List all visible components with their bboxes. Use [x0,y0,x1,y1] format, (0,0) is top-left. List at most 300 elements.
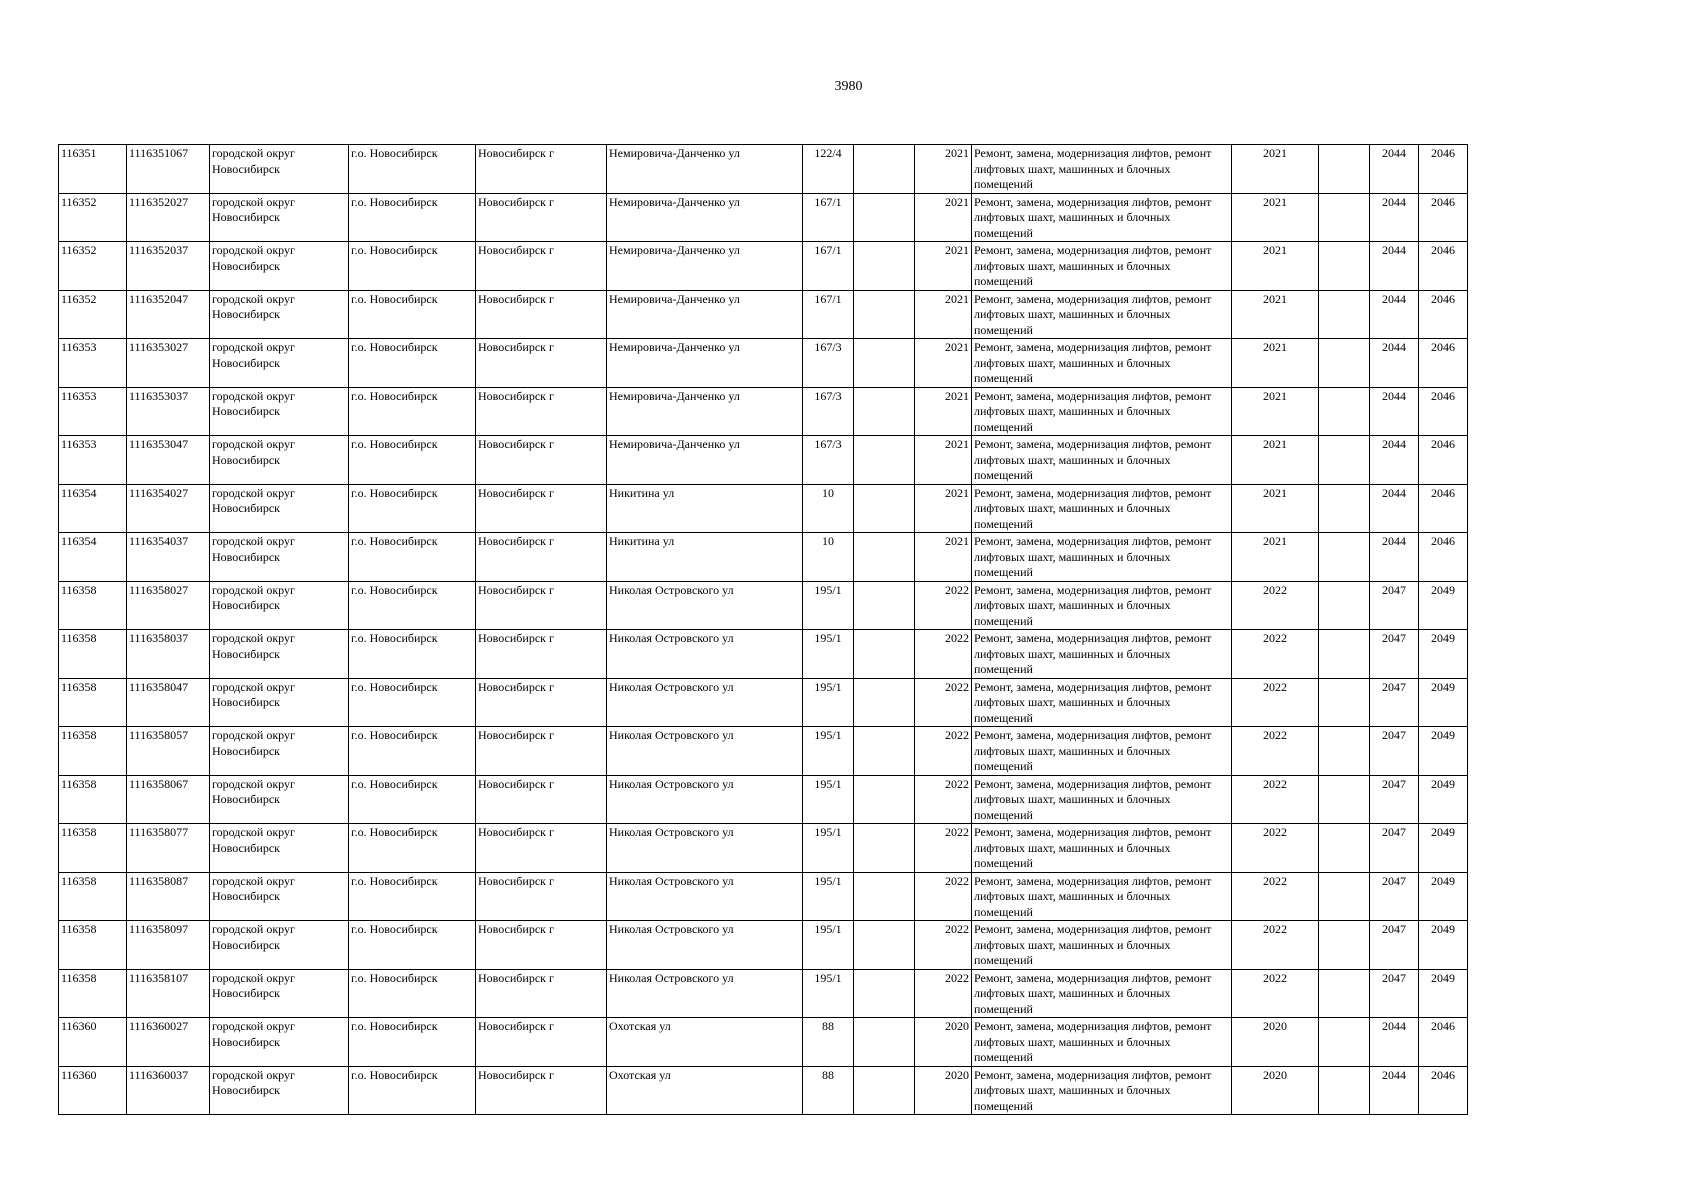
cell-year-end: 2049 [1419,630,1468,679]
cell-id: 116353 [59,436,127,485]
cell-plan-year: 2021 [1232,242,1319,291]
cell-district: городской округ Новосибирск [210,1018,349,1067]
table-row [59,387,1468,436]
cell-street: Никитина ул [607,533,803,582]
cell-plan-year: 2020 [1232,1066,1319,1115]
cell-year-start: 2044 [1370,339,1419,388]
cell-year-start: 2047 [1370,678,1419,727]
cell-city: Новосибирск г [476,1066,607,1115]
cell-municipality: г.о. Новосибирск [349,727,476,776]
cell-code: 1116358087 [127,872,210,921]
cell-code: 1116358097 [127,921,210,970]
cell-street: Немировича-Данченко ул [607,193,803,242]
cell-year-built: 2021 [915,436,972,485]
cell-code: 1116358047 [127,678,210,727]
cell-work-type: Ремонт, замена, модернизация лифтов, ремонт лифтовых шахт, машинных и блочных помещений [972,1018,1232,1067]
cell-district: городской округ Новосибирск [210,630,349,679]
cell-street: Николая Островского ул [607,775,803,824]
cell-building [854,145,915,194]
cell-street: Николая Островского ул [607,969,803,1018]
cell-district: городской округ Новосибирск [210,727,349,776]
cell-code: 1116353027 [127,339,210,388]
cell-year-end: 2049 [1419,678,1468,727]
cell-building [854,775,915,824]
table-row [59,727,1468,776]
cell-city: Новосибирск г [476,630,607,679]
cell-municipality: г.о. Новосибирск [349,339,476,388]
cell-house: 195/1 [803,678,854,727]
cell-street: Николая Островского ул [607,824,803,873]
cell-municipality: г.о. Новосибирск [349,436,476,485]
cell-year-end: 2049 [1419,824,1468,873]
cell-district: городской округ Новосибирск [210,921,349,970]
cell-building [854,533,915,582]
cell-id: 116351 [59,145,127,194]
cell-id: 116358 [59,969,127,1018]
table-row [59,775,1468,824]
cell-house: 195/1 [803,921,854,970]
cell-street: Николая Островского ул [607,727,803,776]
cell-building [854,872,915,921]
cell-year-end: 2046 [1419,1018,1468,1067]
cell-extra [1319,533,1370,582]
cell-extra [1319,290,1370,339]
cell-street: Немировича-Данченко ул [607,145,803,194]
cell-year-start: 2047 [1370,630,1419,679]
cell-house: 195/1 [803,630,854,679]
cell-house: 167/3 [803,339,854,388]
cell-house: 195/1 [803,969,854,1018]
cell-code: 1116352047 [127,290,210,339]
cell-year-built: 2022 [915,678,972,727]
cell-plan-year: 2022 [1232,775,1319,824]
cell-extra [1319,678,1370,727]
cell-work-type: Ремонт, замена, модернизация лифтов, ремонт лифтовых шахт, машинных и блочных помещений [972,775,1232,824]
cell-year-end: 2046 [1419,290,1468,339]
cell-work-type: Ремонт, замена, модернизация лифтов, ремонт лифтовых шахт, машинных и блочных помещений [972,193,1232,242]
cell-city: Новосибирск г [476,193,607,242]
cell-street: Немировича-Данченко ул [607,242,803,291]
cell-plan-year: 2020 [1232,1018,1319,1067]
cell-work-type: Ремонт, замена, модернизация лифтов, ремонт лифтовых шахт, машинных и блочных помещений [972,484,1232,533]
cell-building [854,484,915,533]
cell-municipality: г.о. Новосибирск [349,1018,476,1067]
cell-building [854,581,915,630]
cell-district: городской округ Новосибирск [210,436,349,485]
cell-house: 88 [803,1018,854,1067]
cell-year-start: 2047 [1370,775,1419,824]
cell-plan-year: 2021 [1232,387,1319,436]
cell-plan-year: 2022 [1232,678,1319,727]
cell-year-built: 2021 [915,484,972,533]
cell-year-built: 2021 [915,193,972,242]
cell-house: 167/1 [803,290,854,339]
cell-street: Немировича-Данченко ул [607,290,803,339]
cell-year-start: 2044 [1370,1018,1419,1067]
table-row [59,436,1468,485]
cell-street: Николая Островского ул [607,581,803,630]
cell-year-start: 2047 [1370,581,1419,630]
table-row [59,145,1468,194]
cell-municipality: г.о. Новосибирск [349,290,476,339]
cell-year-end: 2049 [1419,727,1468,776]
cell-plan-year: 2022 [1232,872,1319,921]
table-row [59,921,1468,970]
cell-work-type: Ремонт, замена, модернизация лифтов, ремонт лифтовых шахт, машинных и блочных помещений [972,678,1232,727]
cell-code: 1116360027 [127,1018,210,1067]
cell-code: 1116354037 [127,533,210,582]
cell-house: 195/1 [803,872,854,921]
cell-id: 116358 [59,872,127,921]
cell-plan-year: 2021 [1232,484,1319,533]
cell-municipality: г.о. Новосибирск [349,1066,476,1115]
cell-extra [1319,193,1370,242]
cell-district: городской округ Новосибирск [210,339,349,388]
cell-city: Новосибирск г [476,290,607,339]
cell-city: Новосибирск г [476,969,607,1018]
cell-extra [1319,969,1370,1018]
cell-plan-year: 2021 [1232,436,1319,485]
cell-extra [1319,387,1370,436]
cell-year-end: 2046 [1419,387,1468,436]
cell-city: Новосибирск г [476,727,607,776]
cell-city: Новосибирск г [476,533,607,582]
cell-plan-year: 2021 [1232,290,1319,339]
cell-extra [1319,436,1370,485]
cell-year-end: 2046 [1419,484,1468,533]
cell-year-built: 2022 [915,824,972,873]
registry-table [58,144,1468,1115]
cell-id: 116352 [59,242,127,291]
cell-work-type: Ремонт, замена, модернизация лифтов, ремонт лифтовых шахт, машинных и блочных помещений [972,339,1232,388]
cell-work-type: Ремонт, замена, модернизация лифтов, ремонт лифтовых шахт, машинных и блочных помещений [972,969,1232,1018]
cell-extra [1319,1066,1370,1115]
cell-id: 116358 [59,727,127,776]
table-row [59,581,1468,630]
cell-street: Немировича-Данченко ул [607,436,803,485]
cell-house: 195/1 [803,775,854,824]
cell-id: 116358 [59,775,127,824]
cell-year-built: 2022 [915,969,972,1018]
cell-street: Охотская ул [607,1018,803,1067]
cell-house: 195/1 [803,581,854,630]
cell-city: Новосибирск г [476,387,607,436]
cell-street: Николая Островского ул [607,921,803,970]
cell-work-type: Ремонт, замена, модернизация лифтов, ремонт лифтовых шахт, машинных и блочных помещений [972,630,1232,679]
cell-year-start: 2044 [1370,145,1419,194]
cell-city: Новосибирск г [476,775,607,824]
cell-year-start: 2044 [1370,533,1419,582]
cell-id: 116358 [59,921,127,970]
cell-year-built: 2022 [915,727,972,776]
cell-year-start: 2044 [1370,290,1419,339]
cell-extra [1319,484,1370,533]
cell-year-start: 2047 [1370,727,1419,776]
cell-city: Новосибирск г [476,678,607,727]
cell-plan-year: 2022 [1232,630,1319,679]
cell-code: 1116354027 [127,484,210,533]
cell-municipality: г.о. Новосибирск [349,533,476,582]
cell-municipality: г.о. Новосибирск [349,193,476,242]
cell-year-start: 2047 [1370,969,1419,1018]
cell-code: 1116358067 [127,775,210,824]
cell-extra [1319,630,1370,679]
cell-code: 1116352037 [127,242,210,291]
cell-year-start: 2044 [1370,1066,1419,1115]
cell-work-type: Ремонт, замена, модернизация лифтов, ремонт лифтовых шахт, машинных и блочных помещений [972,145,1232,194]
cell-plan-year: 2021 [1232,193,1319,242]
cell-year-start: 2044 [1370,387,1419,436]
cell-year-end: 2046 [1419,193,1468,242]
cell-year-start: 2044 [1370,242,1419,291]
cell-municipality: г.о. Новосибирск [349,145,476,194]
cell-year-built: 2021 [915,339,972,388]
cell-city: Новосибирск г [476,581,607,630]
table-row [59,824,1468,873]
cell-district: городской округ Новосибирск [210,145,349,194]
cell-code: 1116352027 [127,193,210,242]
cell-district: городской округ Новосибирск [210,533,349,582]
cell-extra [1319,1018,1370,1067]
cell-work-type: Ремонт, замена, модернизация лифтов, ремонт лифтовых шахт, машинных и блочных помещений [972,727,1232,776]
cell-house: 167/1 [803,193,854,242]
cell-house: 195/1 [803,824,854,873]
cell-year-end: 2049 [1419,969,1468,1018]
cell-work-type: Ремонт, замена, модернизация лифтов, ремонт лифтовых шахт, машинных и блочных помещений [972,387,1232,436]
table-row [59,339,1468,388]
cell-street: Николая Островского ул [607,630,803,679]
cell-year-end: 2046 [1419,242,1468,291]
cell-district: городской округ Новосибирск [210,969,349,1018]
cell-work-type: Ремонт, замена, модернизация лифтов, ремонт лифтовых шахт, машинных и блочных помещений [972,290,1232,339]
cell-year-built: 2022 [915,630,972,679]
cell-plan-year: 2022 [1232,727,1319,776]
cell-municipality: г.о. Новосибирск [349,678,476,727]
cell-city: Новосибирск г [476,484,607,533]
cell-street: Никитина ул [607,484,803,533]
table-row [59,290,1468,339]
cell-id: 116358 [59,678,127,727]
cell-house: 10 [803,484,854,533]
cell-street: Николая Островского ул [607,872,803,921]
cell-building [854,1066,915,1115]
cell-municipality: г.о. Новосибирск [349,872,476,921]
cell-work-type: Ремонт, замена, модернизация лифтов, ремонт лифтовых шахт, машинных и блочных помещений [972,1066,1232,1115]
cell-code: 1116358037 [127,630,210,679]
cell-year-built: 2021 [915,242,972,291]
cell-building [854,290,915,339]
cell-year-built: 2022 [915,921,972,970]
cell-year-end: 2049 [1419,581,1468,630]
cell-building [854,824,915,873]
cell-code: 1116353037 [127,387,210,436]
cell-code: 1116358057 [127,727,210,776]
cell-city: Новосибирск г [476,145,607,194]
cell-city: Новосибирск г [476,921,607,970]
cell-year-end: 2049 [1419,775,1468,824]
cell-municipality: г.о. Новосибирск [349,630,476,679]
cell-year-end: 2046 [1419,533,1468,582]
cell-plan-year: 2021 [1232,533,1319,582]
cell-work-type: Ремонт, замена, модернизация лифтов, ремонт лифтовых шахт, машинных и блочных помещений [972,436,1232,485]
cell-district: городской округ Новосибирск [210,678,349,727]
cell-district: городской округ Новосибирск [210,581,349,630]
cell-year-end: 2046 [1419,339,1468,388]
cell-extra [1319,242,1370,291]
cell-id: 116353 [59,387,127,436]
table-row [59,630,1468,679]
cell-work-type: Ремонт, замена, модернизация лифтов, ремонт лифтовых шахт, машинных и блочных помещений [972,581,1232,630]
table-row [59,533,1468,582]
cell-house: 122/4 [803,145,854,194]
cell-city: Новосибирск г [476,872,607,921]
cell-street: Охотская ул [607,1066,803,1115]
cell-house: 195/1 [803,727,854,776]
table-row [59,484,1468,533]
cell-building [854,727,915,776]
cell-code: 1116358107 [127,969,210,1018]
cell-extra [1319,581,1370,630]
cell-extra [1319,775,1370,824]
cell-house: 88 [803,1066,854,1115]
cell-city: Новосибирск г [476,436,607,485]
cell-plan-year: 2022 [1232,969,1319,1018]
cell-building [854,436,915,485]
table-row [59,969,1468,1018]
cell-city: Новосибирск г [476,242,607,291]
cell-code: 1116358027 [127,581,210,630]
cell-year-built: 2022 [915,775,972,824]
cell-extra [1319,824,1370,873]
cell-district: городской округ Новосибирск [210,242,349,291]
cell-id: 116354 [59,533,127,582]
cell-code: 1116353047 [127,436,210,485]
cell-street: Немировича-Данченко ул [607,387,803,436]
cell-year-start: 2044 [1370,193,1419,242]
cell-year-end: 2046 [1419,1066,1468,1115]
cell-id: 116358 [59,630,127,679]
cell-id: 116360 [59,1018,127,1067]
table-row [59,242,1468,291]
cell-extra [1319,145,1370,194]
cell-year-built: 2021 [915,290,972,339]
cell-work-type: Ремонт, замена, модернизация лифтов, ремонт лифтовых шахт, машинных и блочных помещений [972,242,1232,291]
cell-municipality: г.о. Новосибирск [349,775,476,824]
cell-municipality: г.о. Новосибирск [349,824,476,873]
cell-year-end: 2046 [1419,145,1468,194]
cell-id: 116352 [59,290,127,339]
cell-house: 10 [803,533,854,582]
cell-building [854,921,915,970]
cell-municipality: г.о. Новосибирск [349,242,476,291]
table-row [59,1066,1468,1115]
cell-id: 116353 [59,339,127,388]
cell-municipality: г.о. Новосибирск [349,387,476,436]
cell-year-built: 2020 [915,1018,972,1067]
cell-work-type: Ремонт, замена, модернизация лифтов, ремонт лифтовых шахт, машинных и блочных помещений [972,533,1232,582]
cell-work-type: Ремонт, замена, модернизация лифтов, ремонт лифтовых шахт, машинных и блочных помещений [972,921,1232,970]
cell-year-built: 2021 [915,387,972,436]
cell-building [854,630,915,679]
cell-year-built: 2021 [915,145,972,194]
cell-plan-year: 2021 [1232,339,1319,388]
cell-municipality: г.о. Новосибирск [349,581,476,630]
cell-year-start: 2044 [1370,484,1419,533]
cell-plan-year: 2021 [1232,145,1319,194]
cell-id: 116352 [59,193,127,242]
cell-id: 116354 [59,484,127,533]
cell-year-built: 2022 [915,581,972,630]
cell-extra [1319,921,1370,970]
cell-building [854,387,915,436]
cell-year-start: 2047 [1370,824,1419,873]
cell-plan-year: 2022 [1232,824,1319,873]
cell-house: 167/3 [803,436,854,485]
cell-year-built: 2020 [915,1066,972,1115]
cell-code: 1116351067 [127,145,210,194]
cell-code: 1116358077 [127,824,210,873]
cell-street: Николая Островского ул [607,678,803,727]
cell-year-end: 2046 [1419,436,1468,485]
cell-year-start: 2047 [1370,872,1419,921]
cell-municipality: г.о. Новосибирск [349,969,476,1018]
cell-extra [1319,339,1370,388]
cell-district: городской округ Новосибирск [210,775,349,824]
cell-year-built: 2022 [915,872,972,921]
cell-house: 167/3 [803,387,854,436]
cell-district: городской округ Новосибирск [210,290,349,339]
cell-building [854,339,915,388]
cell-district: городской округ Новосибирск [210,872,349,921]
cell-work-type: Ремонт, замена, модернизация лифтов, ремонт лифтовых шахт, машинных и блочных помещений [972,824,1232,873]
cell-building [854,678,915,727]
table-row [59,678,1468,727]
page-number: 3980 [834,79,863,94]
cell-year-end: 2049 [1419,921,1468,970]
cell-house: 167/1 [803,242,854,291]
table-row [59,193,1468,242]
cell-year-built: 2021 [915,533,972,582]
cell-municipality: г.о. Новосибирск [349,484,476,533]
cell-work-type: Ремонт, замена, модернизация лифтов, ремонт лифтовых шахт, машинных и блочных помещений [972,872,1232,921]
cell-id: 116360 [59,1066,127,1115]
cell-id: 116358 [59,581,127,630]
cell-district: городской округ Новосибирск [210,387,349,436]
table-row [59,872,1468,921]
cell-plan-year: 2022 [1232,921,1319,970]
cell-plan-year: 2022 [1232,581,1319,630]
cell-district: городской округ Новосибирск [210,1066,349,1115]
cell-year-start: 2044 [1370,436,1419,485]
cell-building [854,193,915,242]
cell-city: Новосибирск г [476,339,607,388]
cell-district: городской округ Новосибирск [210,193,349,242]
cell-year-start: 2047 [1370,921,1419,970]
cell-city: Новосибирск г [476,1018,607,1067]
cell-id: 116358 [59,824,127,873]
cell-district: городской округ Новосибирск [210,484,349,533]
cell-building [854,242,915,291]
cell-city: Новосибирск г [476,824,607,873]
cell-building [854,969,915,1018]
cell-street: Немировича-Данченко ул [607,339,803,388]
cell-code: 1116360037 [127,1066,210,1115]
cell-building [854,1018,915,1067]
cell-district: городской округ Новосибирск [210,824,349,873]
cell-extra [1319,872,1370,921]
table-row [59,1018,1468,1067]
cell-year-end: 2049 [1419,872,1468,921]
